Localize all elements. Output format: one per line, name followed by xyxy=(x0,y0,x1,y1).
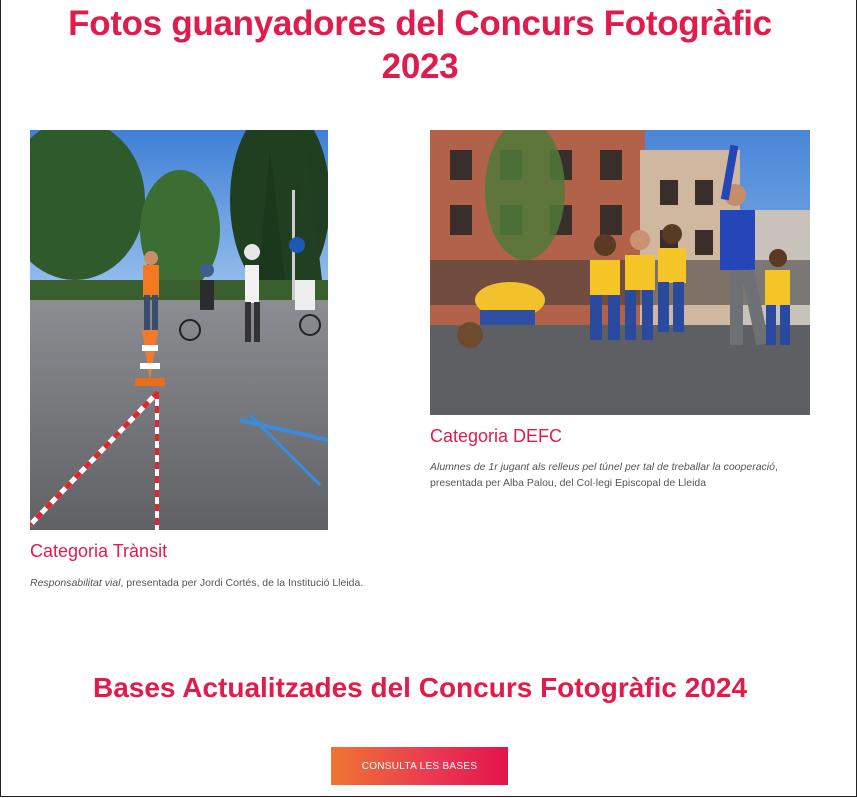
caption-credit: , presentada per Jordi Cortés, de la Institució Lleida. xyxy=(120,577,364,589)
photo-categoria-transit xyxy=(30,130,328,530)
caption-title: Alumnes de 1r jugant als relleus pel túnel per tal de treballar la cooperació xyxy=(430,461,775,473)
section-title: Bases Actualitzades del Concurs Fotogràfic 2024 xyxy=(92,672,748,703)
consulta-bases-button[interactable]: CONSULTA LES BASES xyxy=(331,747,508,785)
category-defc-title: Categoria DEFC xyxy=(430,426,563,446)
category-transit-title: Categoria Trànsit xyxy=(30,541,168,561)
caption-title: Responsabilitat vial xyxy=(30,577,121,589)
photo-categoria-defc xyxy=(430,130,810,415)
page-title: Fotos guanyadores del Concurs Fotogràfic 2023 xyxy=(68,4,772,86)
category-defc-caption xyxy=(430,459,810,491)
caption-credit: , presentada per Alba Palou, del Col·legi Episcopal de Lleida xyxy=(430,461,778,489)
category-transit-caption xyxy=(30,575,430,591)
